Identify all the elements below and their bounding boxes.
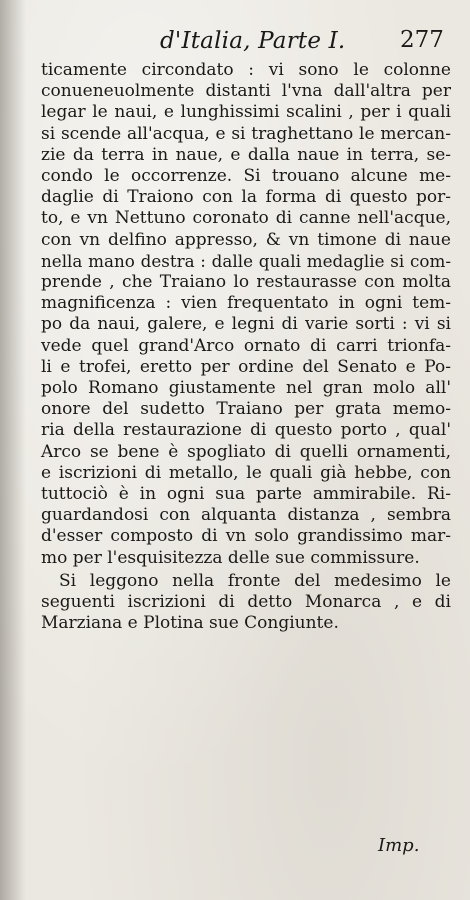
gutter-shadow (0, 0, 26, 900)
text-line: Si leggono nella fronte del medesimo le (59, 570, 451, 591)
text-line: mo per l'esquisitezza delle sue commissure. (41, 547, 420, 568)
body-text (41, 60, 451, 634)
text-line: to, e vn Nettuno coronato di canne nell'acque, (41, 208, 451, 229)
show-through-bleed (44, 688, 444, 838)
page-number: 277 (400, 27, 444, 53)
text-line: po da naui, galere, e legni di varie sorti : vi si (41, 314, 451, 335)
text-line: condo le occorrenze. Si trouano alcune me- (41, 166, 451, 187)
catchword: Imp. (378, 835, 420, 856)
text-line: e iscrizioni di metallo, le quali già hebbe, con (41, 462, 451, 483)
text-line: seguenti iscrizioni di detto Monarca , e di (41, 592, 451, 613)
text-line: tuttociò è in ogni sua parte ammirabile. Ri- (41, 484, 451, 505)
text-line: legar le naui, e lunghissimi scalini , per i quali (41, 102, 451, 123)
text-line: polo Romano giustamente nel gran molo all' (41, 378, 451, 399)
text-line: d'esser composto di vn solo grandissimo mar- (41, 526, 451, 547)
text-line: zie da terra in naue, e dalla naue in terra, se- (41, 144, 451, 165)
text-line: si scende all'acqua, e si traghettano le mercan- (41, 123, 451, 144)
text-line: vede quel grand'Arco ornato di carri trionfa- (41, 335, 451, 356)
text-line: onore del sudetto Traiano per grata memo- (41, 399, 451, 420)
text-line: daglie di Traiono con la forma di questo por- (41, 187, 451, 208)
text-line: Marziana e Plotina sue Congiunte. (41, 613, 339, 634)
text-line: ria della restaurazione di questo porto , qual' (41, 420, 451, 441)
text-line: ticamente circondato : vi sono le colonne (41, 60, 451, 80)
running-head: d'Italia, Parte I. (160, 28, 346, 54)
text-line: li e trofei, eretto per ordine del Senato e Po- (41, 356, 451, 377)
text-line: prende , che Traiano lo restaurasse con molta (41, 272, 451, 293)
text-line: conueneuolmente distanti l'vna dall'altra per (41, 81, 451, 102)
text-line: Arco se bene è spogliato di quelli ornamenti, (41, 441, 451, 462)
text-line: nella mano destra : dalle quali medaglie si com- (41, 250, 451, 271)
paragraph-1 (41, 60, 451, 569)
text-line: con vn delfino appresso, & vn timone di naue (41, 229, 451, 250)
text-line: guardandosi con alquanta distanza , sembra (41, 505, 451, 526)
paragraph-2 (41, 571, 451, 635)
text-line: magnificenza : vien frequentato in ogni tem- (41, 293, 451, 314)
